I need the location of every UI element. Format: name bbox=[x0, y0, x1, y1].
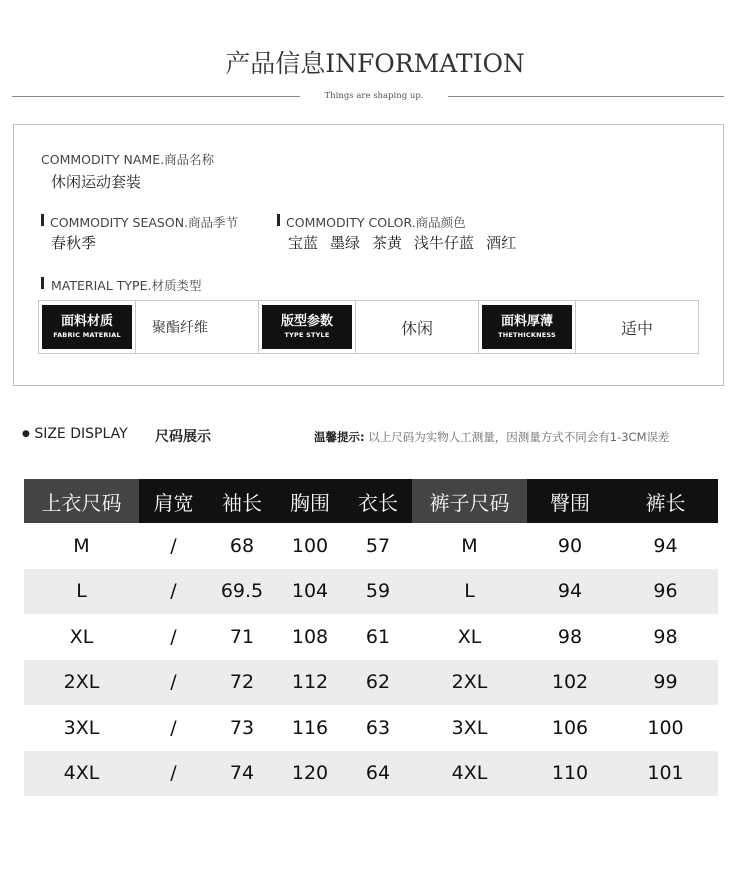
commodity-season-label: COMMODITY SEASON.商品季节 bbox=[50, 215, 239, 230]
table-cell: XL bbox=[69, 625, 94, 648]
table-row bbox=[24, 660, 718, 706]
table-row bbox=[24, 569, 718, 615]
table-cell: 74 bbox=[208, 751, 276, 797]
table-cell: 101 bbox=[613, 751, 718, 797]
table-cell: / bbox=[170, 534, 177, 557]
size-note-text: 以上尺码为实物人工测量，因测量方式不同会有1-3CM误差 bbox=[368, 430, 670, 444]
table-cell: 3XL bbox=[63, 716, 100, 739]
fabric-material-value: 聚酯纤维 bbox=[152, 320, 208, 336]
thickness-label-en: THETHICKNESS bbox=[498, 331, 556, 339]
season-marker bbox=[41, 214, 44, 226]
size-table bbox=[24, 479, 718, 796]
table-cell: 100 bbox=[291, 534, 329, 557]
color-option: 酒红 bbox=[486, 234, 517, 252]
table-cell: 104 bbox=[276, 569, 344, 615]
table-cell: 120 bbox=[276, 751, 344, 797]
table-row bbox=[24, 614, 718, 660]
thickness-label bbox=[479, 301, 576, 353]
table-cell: 112 bbox=[276, 660, 344, 706]
header-hip: 臀围 bbox=[527, 479, 613, 523]
table-cell: M bbox=[73, 534, 90, 557]
commodity-name-label: COMMODITY NAME.商品名称 bbox=[41, 152, 215, 167]
thickness-value: 适中 bbox=[620, 318, 653, 338]
table-row bbox=[24, 751, 718, 797]
table-cell: M bbox=[461, 534, 478, 557]
header-shoulder: 肩宽 bbox=[139, 479, 208, 523]
commodity-color-label: COMMODITY COLOR.商品颜色 bbox=[286, 215, 466, 230]
table-cell: 116 bbox=[291, 716, 329, 739]
color-marker bbox=[277, 214, 280, 226]
table-cell: / bbox=[139, 569, 208, 615]
commodity-season-value: 春秋季 bbox=[51, 234, 97, 252]
commodity-name-value: 休闲运动套装 bbox=[51, 173, 142, 191]
table-cell: L bbox=[24, 569, 139, 615]
page-title: 产品信息INFORMATION bbox=[225, 49, 525, 78]
material-marker bbox=[41, 277, 44, 289]
type-style-value: 休闲 bbox=[400, 318, 433, 338]
table-cell: 71 bbox=[229, 625, 255, 648]
table-cell: 4XL bbox=[24, 751, 139, 797]
table-cell: 61 bbox=[365, 625, 391, 648]
table-cell: 102 bbox=[527, 660, 613, 706]
table-cell: 108 bbox=[291, 625, 329, 648]
table-cell: 100 bbox=[647, 716, 684, 739]
commodity-color-values bbox=[288, 232, 528, 253]
table-cell: 57 bbox=[365, 534, 391, 557]
size-display-title-en: SIZE DISPLAY bbox=[34, 426, 128, 442]
type-style-label-cn: 版型参数 bbox=[280, 314, 333, 329]
table-cell: 63 bbox=[365, 716, 391, 739]
color-option: 茶黄 bbox=[372, 234, 403, 252]
table-cell: 106 bbox=[551, 716, 589, 739]
color-option: 浅牛仔蓝 bbox=[414, 234, 475, 252]
color-option: 墨绿 bbox=[330, 234, 361, 252]
table-cell: 69.5 bbox=[208, 569, 276, 615]
table-cell: 62 bbox=[344, 660, 412, 706]
table-cell: / bbox=[170, 625, 177, 648]
table-cell: 2XL bbox=[412, 660, 527, 706]
table-cell: L bbox=[412, 569, 527, 615]
table-cell: / bbox=[139, 751, 208, 797]
material-table bbox=[38, 300, 699, 354]
header-pants-size: 裤子尺码 bbox=[412, 479, 527, 523]
table-cell: 110 bbox=[527, 751, 613, 797]
table-cell: 90 bbox=[557, 534, 583, 557]
fabric-material-label-cn: 面料材质 bbox=[60, 314, 113, 329]
size-display-heading: ● SIZE DISPLAY bbox=[22, 426, 128, 442]
thickness-label-cn: 面料厚薄 bbox=[500, 314, 553, 329]
table-cell: 59 bbox=[344, 569, 412, 615]
fabric-material-label-en: FABRIC MATERIAL bbox=[53, 331, 121, 339]
table-cell: 99 bbox=[613, 660, 718, 706]
type-style-label bbox=[259, 301, 356, 353]
table-cell: / bbox=[139, 660, 208, 706]
table-cell: 96 bbox=[613, 569, 718, 615]
table-cell: 64 bbox=[344, 751, 412, 797]
header-subtitle: Things are shaping up. bbox=[324, 91, 424, 101]
color-option: 宝蓝 bbox=[288, 234, 319, 252]
table-row bbox=[24, 705, 718, 751]
header-pants-length: 裤长 bbox=[613, 479, 718, 523]
header-length: 衣长 bbox=[344, 479, 412, 523]
header-divider-left bbox=[12, 96, 300, 97]
header-divider-right bbox=[448, 96, 724, 97]
table-cell: 3XL bbox=[451, 716, 488, 739]
table-cell: 98 bbox=[653, 625, 678, 648]
type-style-value-cell bbox=[356, 301, 479, 353]
header-chest: 胸围 bbox=[276, 479, 344, 523]
size-display-title-cn: 尺码展示 bbox=[155, 429, 211, 445]
table-cell: / bbox=[170, 716, 177, 739]
table-cell: 2XL bbox=[24, 660, 139, 706]
table-row bbox=[24, 523, 718, 569]
fabric-material-label bbox=[39, 301, 136, 353]
table-cell: 73 bbox=[229, 716, 255, 739]
size-note bbox=[314, 429, 670, 445]
table-cell: XL bbox=[457, 625, 482, 648]
table-cell: 4XL bbox=[412, 751, 527, 797]
size-table-header bbox=[24, 479, 718, 523]
table-cell: 94 bbox=[653, 534, 678, 557]
material-type-label: MATERIAL TYPE.材质类型 bbox=[51, 278, 202, 293]
type-style-label-en: TYPE STYLE bbox=[284, 331, 330, 339]
header-sleeve: 袖长 bbox=[208, 479, 276, 523]
table-cell: 94 bbox=[527, 569, 613, 615]
size-note-label: 温馨提示: bbox=[314, 430, 365, 444]
thickness-value-cell bbox=[576, 301, 698, 353]
fabric-material-value-cell bbox=[136, 301, 259, 353]
table-cell: 72 bbox=[208, 660, 276, 706]
header-top-size: 上衣尺码 bbox=[24, 479, 139, 523]
table-cell: 68 bbox=[229, 534, 255, 557]
table-cell: 98 bbox=[557, 625, 583, 648]
